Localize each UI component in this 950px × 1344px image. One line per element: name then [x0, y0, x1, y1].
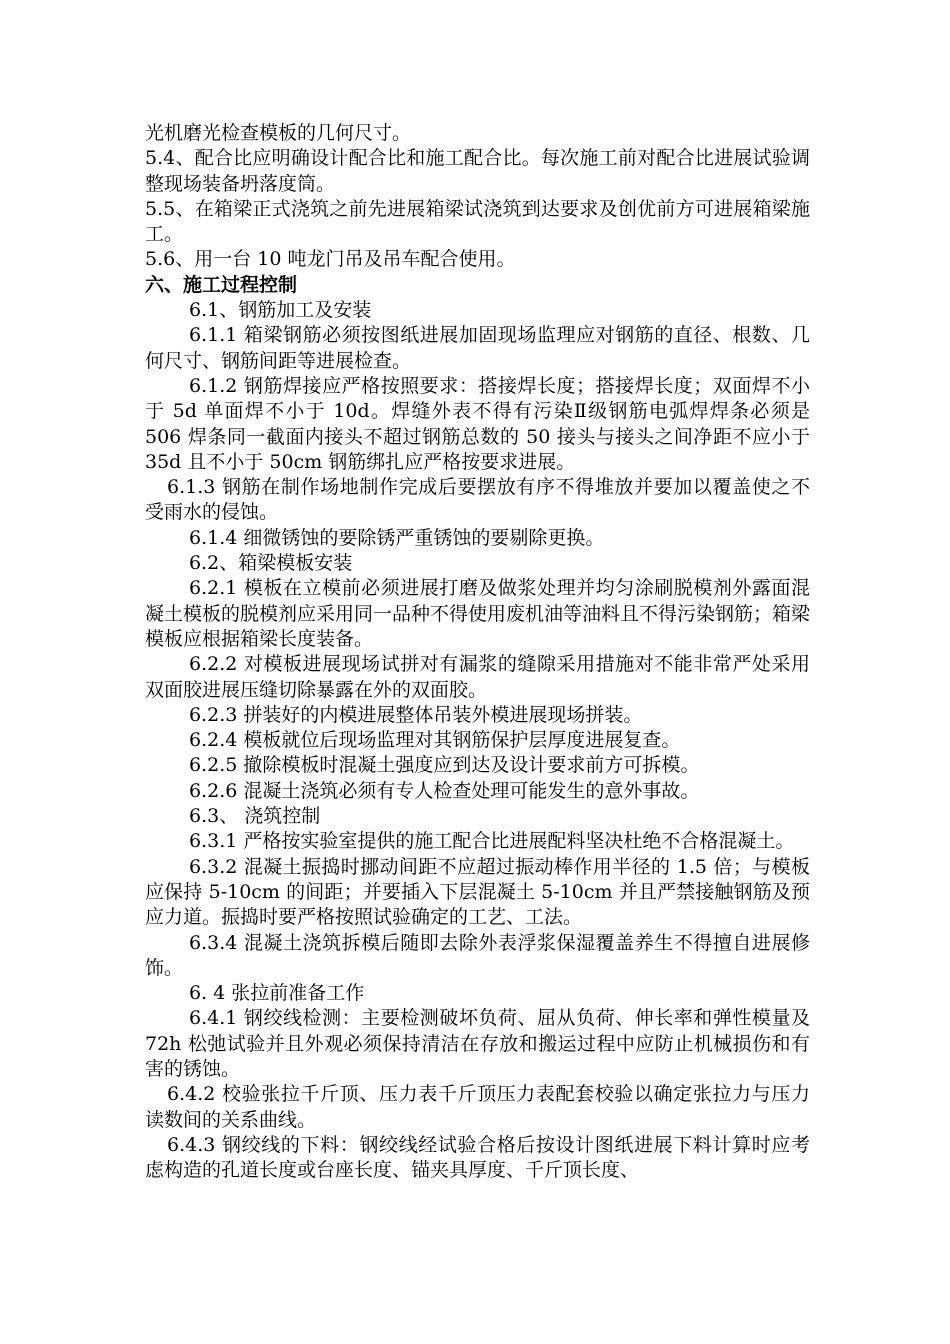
paragraph: 6.2.2 对模板进展现场试拼对有漏浆的缝隙采用措施对不能非常严处采用双面胶进展压缝切除暴露在外的双面胶。: [145, 653, 810, 701]
paragraph: 6.2.6 混凝土浇筑必须有专人检查处理可能发生的意外事故。: [189, 779, 700, 802]
paragraph: 6.3.4 混凝土浇筑拆模后随即去除外表浮浆保湿覆盖养生不得擅自进展修饰。: [145, 931, 810, 979]
paragraph: 6.3.1 严格按实验室提供的施工配合比进展配料坚决杜绝不合格混凝土。: [189, 830, 795, 853]
document-body: [145, 121, 810, 1183]
section-heading: 六、施工过程控制: [145, 273, 298, 296]
paragraph: 6.4.3 钢绞线的下料：钢绞线经试验合格后按设计图纸进展下料计算时应考虑构造的孔道长度或台座长度、锚夹具厚度、千斤顶长度、: [145, 1133, 810, 1182]
paragraph: 6.4.1 钢绞线检测：主要检测破坏负荷、屈从负荷、伸长率和弹性模量及 72h 松弛试验并且外观必须保持清洁在存放和搬运过程中应防止机械损伤和有害的锈蚀。: [145, 1007, 810, 1080]
paragraph: 6.3、 浇筑控制: [189, 805, 321, 828]
paragraph: 6.2.3 拼装好的内模进展整体吊装外模进展现场拼装。: [189, 703, 643, 726]
paragraph: 5.6、用一台 10 吨龙门吊及吊车配合使用。: [145, 248, 516, 271]
paragraph: 6. 4 张拉前准备工作: [189, 982, 365, 1005]
paragraph: 6.3.2 混凝土振捣时挪动间距不应超过振动棒作用半径的 1.5 倍；与模板应保持 5-10cm 的间距；并要插入下层混凝土 5-10cm 并且严禁接触钢筋及预应力道。振捣时要严格按照试验确定的工艺、工法。: [145, 855, 810, 929]
paragraph: 6.1、钢筋加工及安装: [189, 299, 372, 322]
paragraph: 6.1.4 细微锈蚀的要除锈严重锈蚀的要剔除更换。: [189, 526, 605, 549]
paragraph: 6.1.3 钢筋在制作场地制作完成后要摆放有序不得堆放并要加以覆盖使之不受雨水的侵蚀。: [145, 476, 810, 524]
paragraph: 6.4.2 校验张拉千斤顶、压力表千斤顶压力表配套校验以确定张拉力与压力读数间的关系曲线。: [145, 1083, 810, 1131]
paragraph: 6.2.4 模板就位后现场监理对其钢筋保护层厚度进展复查。: [189, 729, 681, 752]
paragraph: 6.1.2 钢筋焊接应严格按照要求：搭接焊长度；搭接焊长度；双面焊不小于 5d 单面焊不小于 10d。焊缝外表不得有污染Ⅱ级钢筋电弧焊焊条必须是 506 焊条同一截面内接头不超过钢筋总数的 50 接头与接头之间净距不应小于 35d 且不小于 50cm 钢筋绑扎应严格按要求进展。: [145, 374, 810, 473]
paragraph: 6.2.5 撤除模板时混凝土强度应到达及设计要求前方可拆模。: [189, 754, 700, 777]
paragraph: 光机磨光检查模板的几何尺寸。: [145, 122, 412, 144]
paragraph: 6.2.1 模板在立模前必须进展打磨及做浆处理并均匀涂刷脱模剂外露面混凝土模板的脱模剂应采用同一品种不得使用废机油等油料且不得污染钢筋；箱梁模板应根据箱梁长度装备。: [145, 577, 811, 650]
paragraph: 5.4、配合比应明确设计配合比和施工配合比。每次施工前对配合比进展试验调整现场装备坍落度筒。: [145, 147, 810, 195]
paragraph: 6.1.1 箱梁钢筋必须按图纸进展加固现场监理应对钢筋的直径、根数、几何尺寸、钢筋间距等进展检查。: [145, 324, 810, 372]
paragraph: 6.2、箱梁模板安装: [189, 552, 353, 575]
paragraph: 5.5、在箱梁正式浇筑之前先进展箱梁试浇筑到达要求及创优前方可进展箱梁施工。: [145, 197, 810, 246]
